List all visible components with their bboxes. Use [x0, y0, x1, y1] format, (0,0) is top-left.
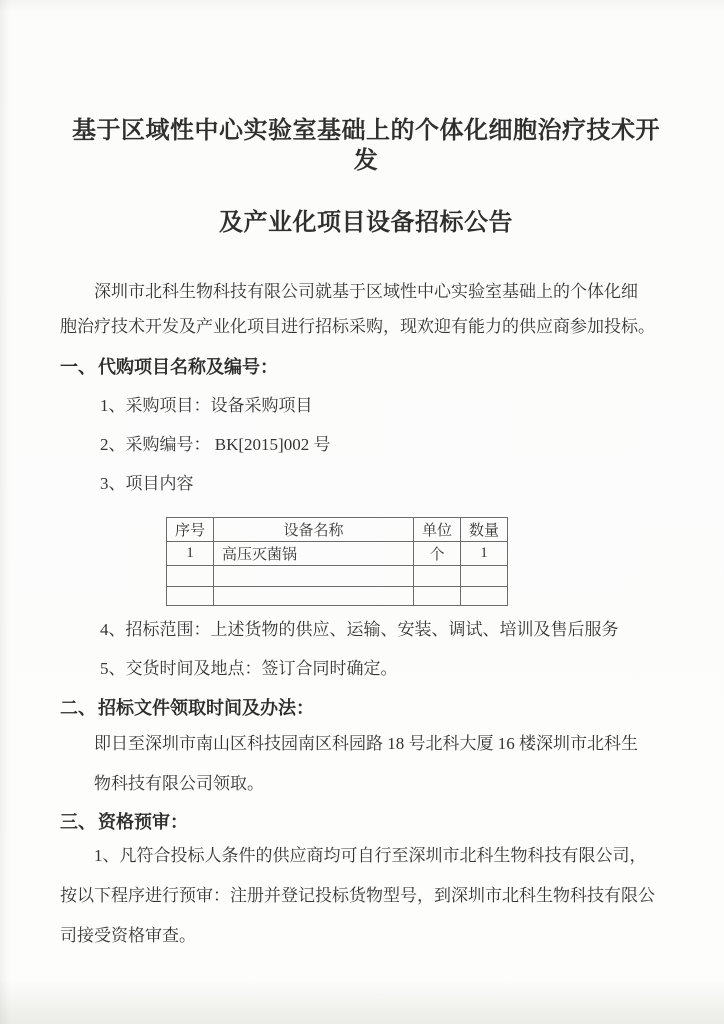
section-3-body-line-1: 1、凡符合投标人条件的供应商均可自行至深圳市北科生物科技有限公司，	[94, 846, 647, 865]
equipment-table	[166, 517, 508, 606]
section-3-title: 资格预审：	[98, 812, 188, 832]
section-1-item-2: 2、采购编号： BK[2015]002 号	[100, 435, 331, 454]
cell-unit	[414, 566, 461, 587]
section-3-body	[60, 836, 672, 956]
col-header-unit: 单位	[414, 518, 461, 542]
intro-line-2: 胞治疗技术开发及产业化项目进行招标采购，现欢迎有能力的供应商参加投标。	[60, 317, 655, 336]
cell-seq	[167, 587, 214, 606]
cell-seq: 1	[167, 542, 214, 566]
section-2-number: 二、	[60, 698, 96, 718]
section-3-body-line-3: 司接受资格审查。	[60, 926, 196, 945]
document-title-line-1: 基于区域性中心实验室基础上的个体化细胞治疗技术开发	[72, 118, 660, 174]
section-1-item-4: 4、招标范围：上述货物的供应、运输、安装、调试、培训及售后服务	[100, 620, 619, 639]
table-row	[167, 587, 508, 606]
cell-unit	[414, 587, 461, 606]
cell-name: 高压灭菌锅	[214, 542, 414, 566]
section-3-body-line-2: 按以下程序进行预审：注册并登记投标货物型号，到深圳市北科生物科技有限公	[60, 886, 655, 905]
section-2-body-line-1: 即日至深圳市南山区科技园南区科园路 18 号北科大厦 16 楼深圳市北科生	[94, 734, 638, 753]
col-header-name: 设备名称	[214, 518, 414, 542]
section-1-heading	[60, 355, 672, 379]
equipment-table-header-row	[167, 518, 508, 542]
cell-qty: 1	[461, 542, 508, 566]
document-title-line-2: 及产业化项目设备招标公告	[219, 210, 513, 236]
section-1-item-3: 3、项目内容	[100, 474, 194, 493]
section-1-title: 代购项目名称及编号：	[98, 357, 278, 377]
col-header-seq: 序号	[167, 518, 214, 542]
col-header-qty: 数量	[461, 518, 508, 542]
section-3-heading	[60, 810, 672, 834]
intro-line-1: 深圳市北科生物科技有限公司就基于区域性中心实验室基础上的个体化细	[94, 282, 638, 301]
cell-unit: 个	[414, 542, 461, 566]
cell-name	[214, 566, 414, 587]
cell-seq	[167, 566, 214, 587]
table-row	[167, 566, 508, 587]
section-2-body	[94, 724, 672, 804]
section-1-item-1: 1、采购项目：设备采购项目	[100, 396, 313, 415]
cell-qty	[461, 566, 508, 587]
section-3-number: 三、	[60, 812, 96, 832]
section-2-body-line-2: 物科技有限公司领取。	[94, 774, 264, 793]
section-1-number: 一、	[60, 357, 96, 377]
cell-name	[214, 587, 414, 606]
section-2-title: 招标文件领取时间及办法：	[98, 698, 314, 718]
cell-qty	[461, 587, 508, 606]
intro-paragraph	[60, 274, 672, 344]
section-2-heading	[60, 696, 672, 720]
section-1-item-5: 5、交货时间及地点：签订合同时确定。	[100, 659, 398, 678]
table-row	[167, 542, 508, 566]
